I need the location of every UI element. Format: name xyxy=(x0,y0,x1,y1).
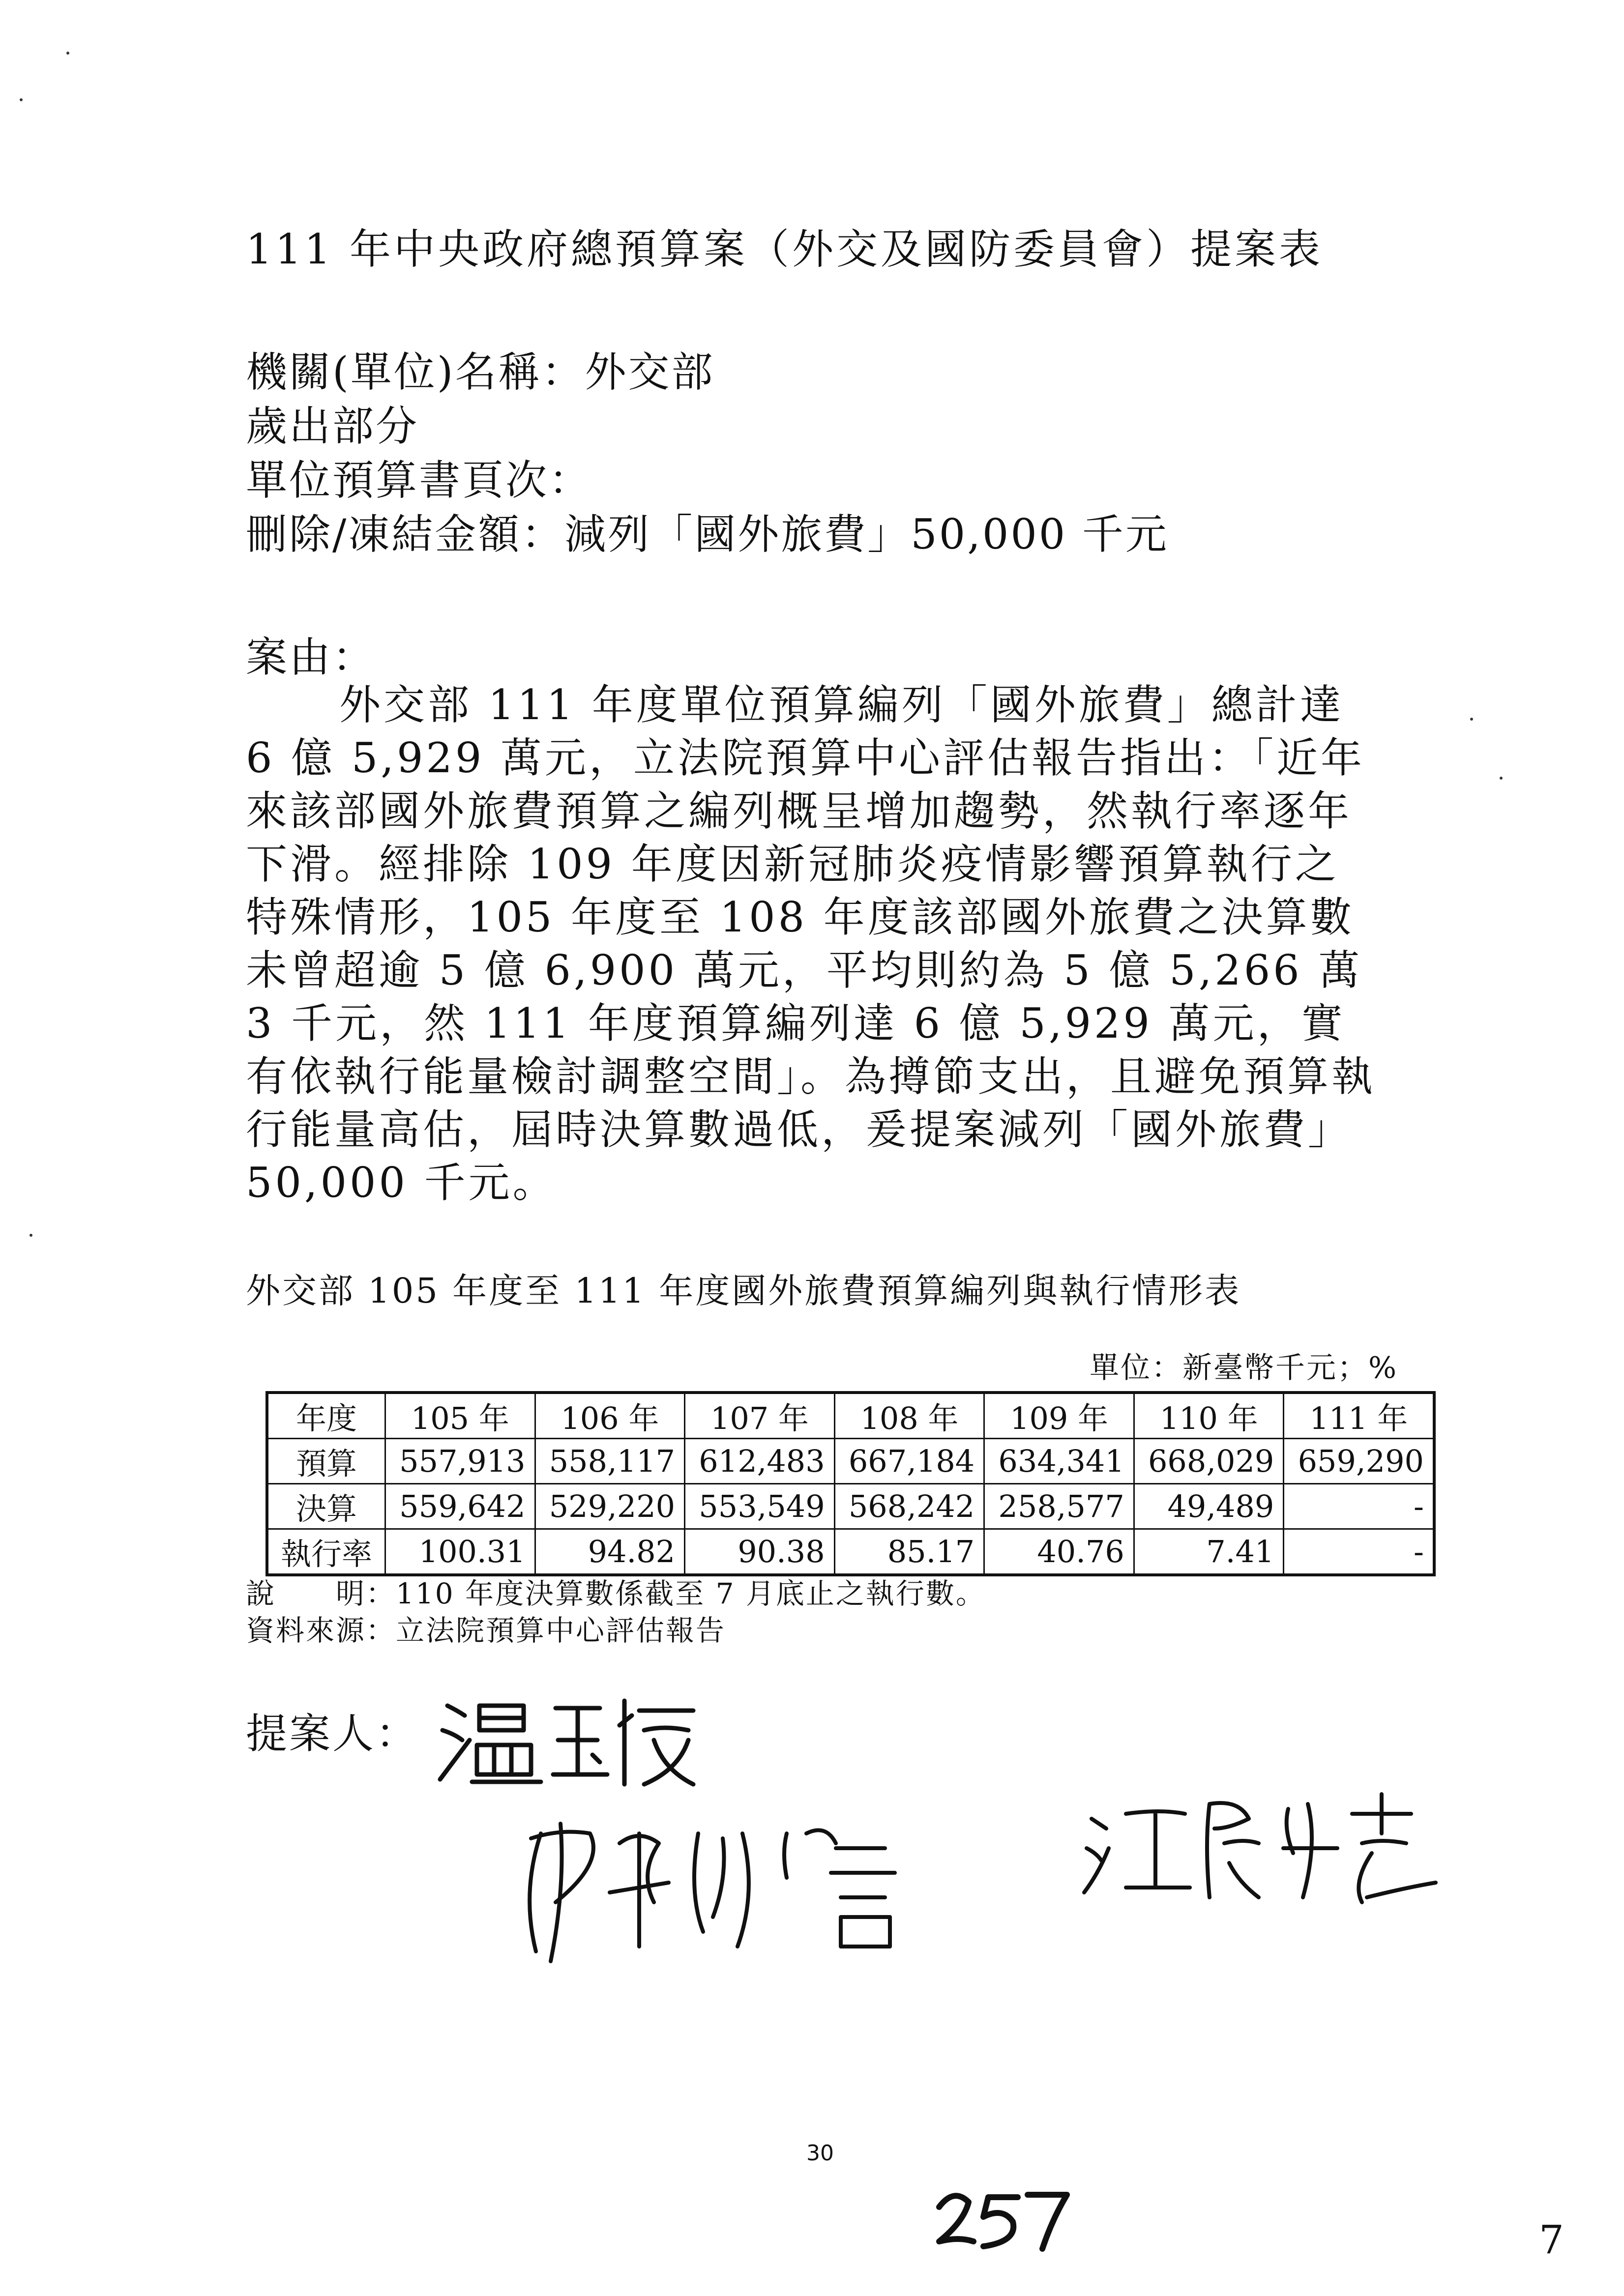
header-cell: 年度 xyxy=(267,1393,385,1439)
budget-page-label: 單位預算書頁次： xyxy=(246,456,592,504)
header-cell: 111 年 xyxy=(1284,1393,1434,1439)
scan-speck xyxy=(30,1234,32,1237)
table-cell: 568,242 xyxy=(834,1484,984,1529)
header-cell: 110 年 xyxy=(1134,1393,1284,1439)
table-cell: 667,184 xyxy=(834,1439,984,1484)
header-cell: 106 年 xyxy=(535,1393,685,1439)
table-cell: 7.41 xyxy=(1134,1529,1284,1575)
header-cell: 107 年 xyxy=(685,1393,835,1439)
scan-speck xyxy=(1500,777,1503,780)
table-cell: 529,220 xyxy=(535,1484,685,1529)
proposer-label: 提案人： xyxy=(246,1710,419,1758)
table-row xyxy=(267,1529,1434,1575)
table-cell: 668,029 xyxy=(1134,1439,1284,1484)
table-cell: 557,913 xyxy=(385,1439,535,1484)
table-title: 外交部 105 年度至 111 年度國外旅費預算編列與執行情形表 xyxy=(246,1271,1241,1311)
table-cell: 659,290 xyxy=(1284,1439,1434,1484)
row-label: 執行率 xyxy=(267,1529,385,1575)
table-cell: 558,117 xyxy=(535,1439,685,1484)
signature-3 xyxy=(1077,1784,1441,1907)
table-cell: 612,483 xyxy=(685,1439,835,1484)
header-cell: 105 年 xyxy=(385,1393,535,1439)
page-number: 30 xyxy=(806,2141,834,2166)
table-cell: 49,489 xyxy=(1134,1484,1284,1529)
scan-speck xyxy=(20,98,23,101)
reason-label: 案由： xyxy=(246,633,376,681)
scan-speck xyxy=(1470,718,1473,721)
table-cell: 559,642 xyxy=(385,1484,535,1529)
header-cell: 108 年 xyxy=(834,1393,984,1439)
header-cell: 109 年 xyxy=(984,1393,1134,1439)
agency-name: 機關(單位)名稱：外交部 xyxy=(246,348,715,396)
table-cell: 85.17 xyxy=(834,1529,984,1575)
table-cell: 100.31 xyxy=(385,1529,535,1575)
budget-table xyxy=(266,1391,1436,1576)
table-unit: 單位：新臺幣千元；% xyxy=(1089,1351,1398,1385)
row-label: 預算 xyxy=(267,1439,385,1484)
table-cell: 90.38 xyxy=(685,1529,835,1575)
document-title: 111 年中央政府總預算案（外交及國防委員會）提案表 xyxy=(246,225,1324,273)
table-cell: 553,549 xyxy=(685,1484,835,1529)
table-row xyxy=(267,1484,1434,1529)
table-source: 資料來源：立法院預算中心評估報告 xyxy=(246,1614,726,1647)
table-note: 說 明：110 年度決算數係截至 7 月底止之執行數。 xyxy=(246,1577,986,1610)
signature-1 xyxy=(433,1686,708,1794)
table-cell: 634,341 xyxy=(984,1439,1134,1484)
table-cell: 94.82 xyxy=(535,1529,685,1575)
handwritten-page-number xyxy=(929,2182,1077,2256)
table-row xyxy=(267,1439,1434,1484)
table-cell: - xyxy=(1284,1484,1434,1529)
table-cell: - xyxy=(1284,1529,1434,1575)
deduction-amount: 刪除/凍結金額：減列「國外旅費」50,000 千元 xyxy=(246,510,1169,558)
reason-body: 外交部 111 年度單位預算編列「國外旅費」總計達 6 億 5,929 萬元，立法院預算中心評估報告指出：「近年來該部國外旅費預算之編列概呈增加趨勢，然執行率逐年下滑。經排除 109 年度因新冠肺炎疫情影響預算執行之特殊情形，105 年度至 108 年度該部國外旅費之決算數未曾超逾 5 億 6,900 萬元，平均則約為 5 億 5,266 萬 3 千元，然 111 年度預算編列達 6 億 5,929 萬元，實有依執行能量檢討調整空間」。為撙節支出，且避免預算執行能量高估，屆時決算數過低，爰提案減列「國外旅費」50,000 千元。 xyxy=(246,681,1376,1207)
corner-mark: 7 xyxy=(1539,2217,1564,2263)
row-label: 決算 xyxy=(267,1484,385,1529)
signature-2 xyxy=(511,1804,934,1966)
table-cell: 258,577 xyxy=(984,1484,1134,1529)
section-label: 歲出部分 xyxy=(246,402,419,450)
scan-speck xyxy=(66,52,69,55)
table-header-row xyxy=(267,1393,1434,1439)
table-cell: 40.76 xyxy=(984,1529,1134,1575)
